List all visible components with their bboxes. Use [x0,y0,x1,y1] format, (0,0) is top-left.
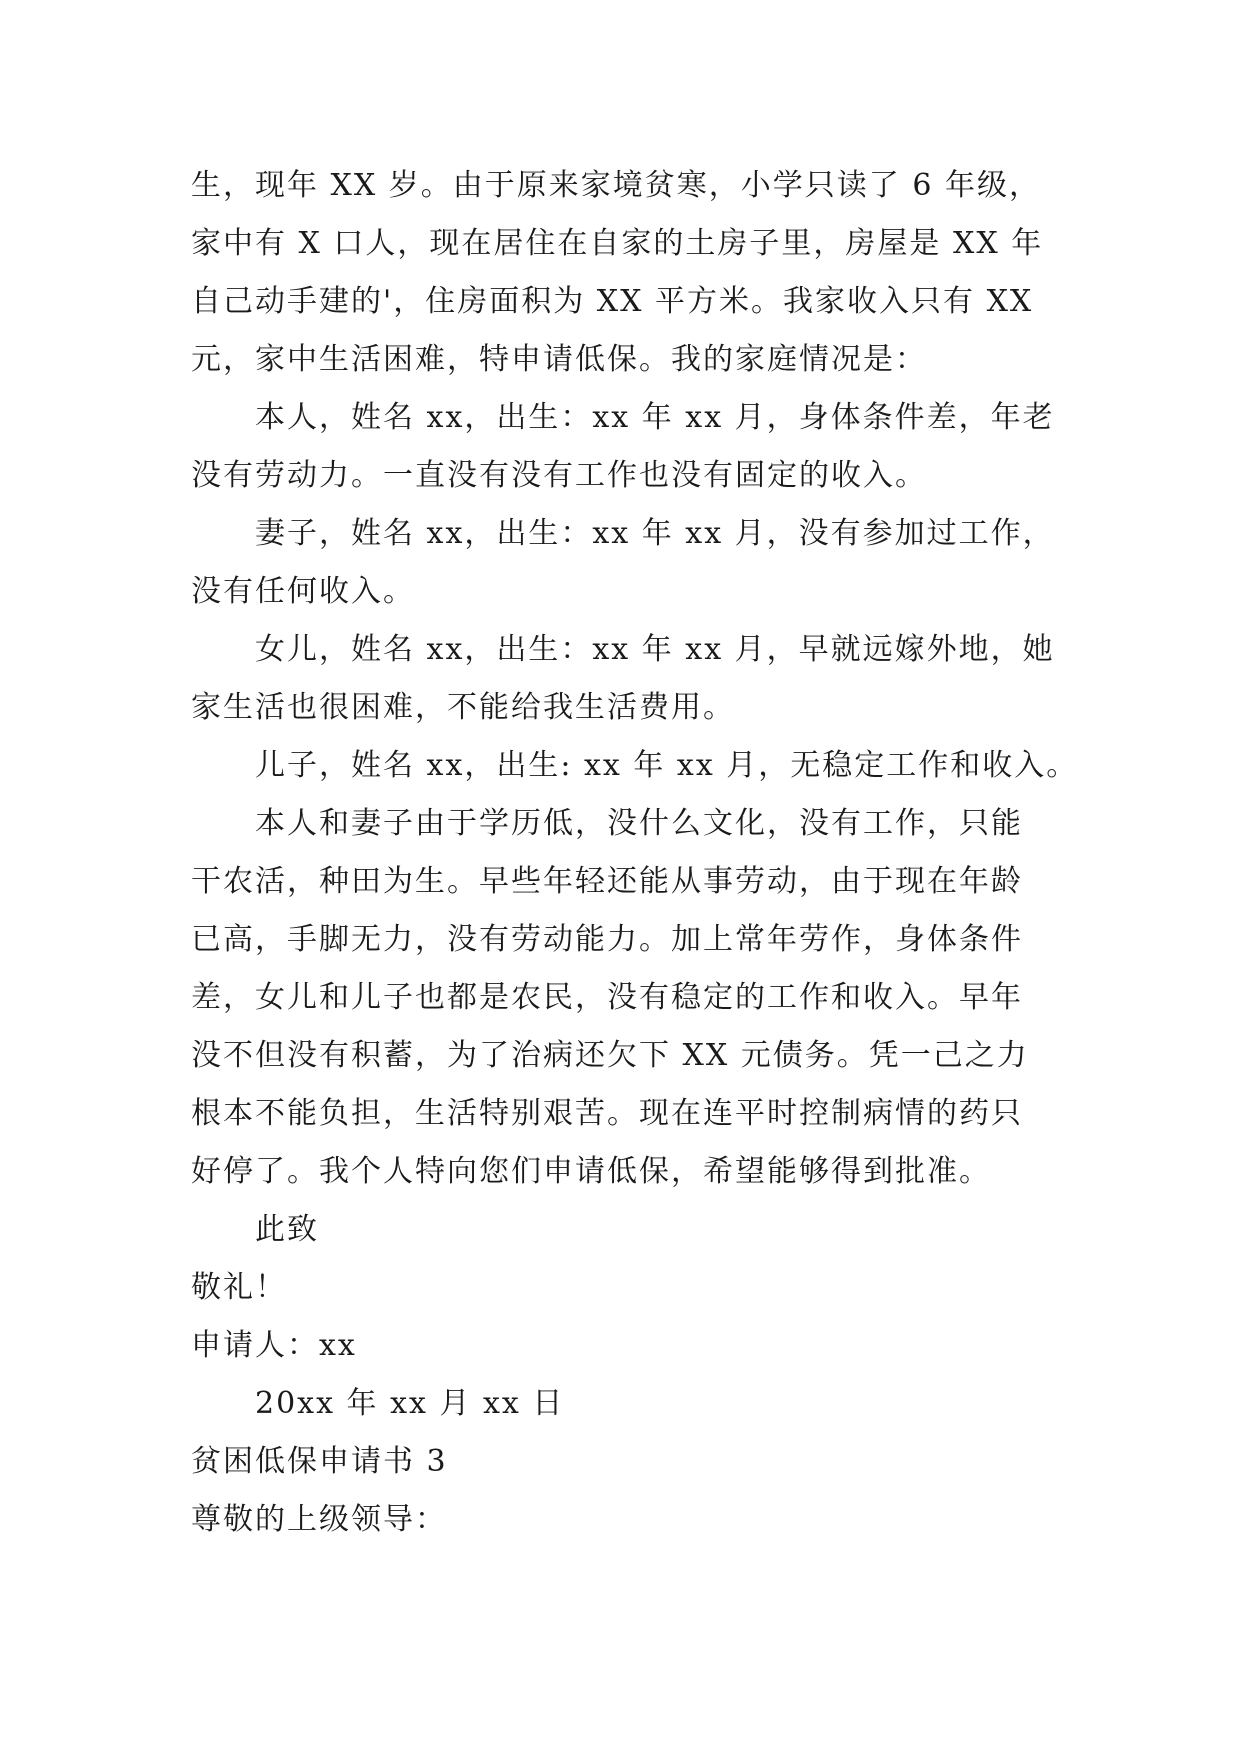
text-line: 好停了。我个人特向您们申请低保，希望能够得到批准。 [191,1154,991,1189]
text-line: 干农活，种田为生。早些年轻还能从事劳动，由于现在年龄 [191,864,1023,899]
text-line: 元，家中生活困难，特申请低保。我的家庭情况是： [191,342,927,377]
document-body [191,157,1079,1549]
text-line: 没有劳动力。一直没有没有工作也没有固定的收入。 [191,458,927,493]
text-line: 自己动手建的'，住房面积为 XX 平方米。我家收入只有 XX [191,284,1034,319]
text-line: 没有任何收入。 [191,574,415,609]
letter-date: 20xx 年 xx 月 xx 日 [255,1386,565,1421]
paragraph-line-summary: 本人和妻子由于学历低，没什么文化，没有工作，只能 [255,806,1023,841]
section-title: 贫困低保申请书 3 [191,1444,448,1479]
text-line: 差，女儿和儿子也都是农民，没有稳定的工作和收入。早年 [191,980,1023,1015]
text-line: 根本不能负担，生活特别艰苦。现在连平时控制病情的药只 [191,1096,1023,1131]
text-line: 生，现年 XX 岁。由于原来家境贫寒，小学只读了 6 年级， [191,168,1041,203]
paragraph-line-son: 儿子，姓名 xx，出生: xx 年 xx 月，无稳定工作和收入。 [255,748,1079,783]
text-line: 已高，手脚无力，没有劳动能力。加上常年劳作，身体条件 [191,922,1023,957]
text-line: 家生活也很困难，不能给我生活费用。 [191,690,735,725]
paragraph-line-self: 本人，姓名 xx，出生：xx 年 xx 月，身体条件差，年老 [255,400,1055,435]
paragraph-line-wife: 妻子，姓名 xx，出生：xx 年 xx 月，没有参加过工作， [255,516,1055,551]
paragraph-line-daughter: 女儿，姓名 xx，出生：xx 年 xx 月，早就远嫁外地，她 [255,632,1055,667]
closing-phrase: 此致 [255,1212,319,1247]
applicant-name: 申请人：xx [191,1328,357,1363]
salutation: 敬礼！ [191,1270,287,1305]
text-line: 没不但没有积蓄，为了治病还欠下 XX 元债务。凭一己之力 [191,1038,1029,1073]
letter-greeting: 尊敬的上级领导： [191,1502,447,1537]
text-line: 家中有 X 口人，现在居住在自家的土房子里，房屋是 XX 年 [191,226,1044,261]
